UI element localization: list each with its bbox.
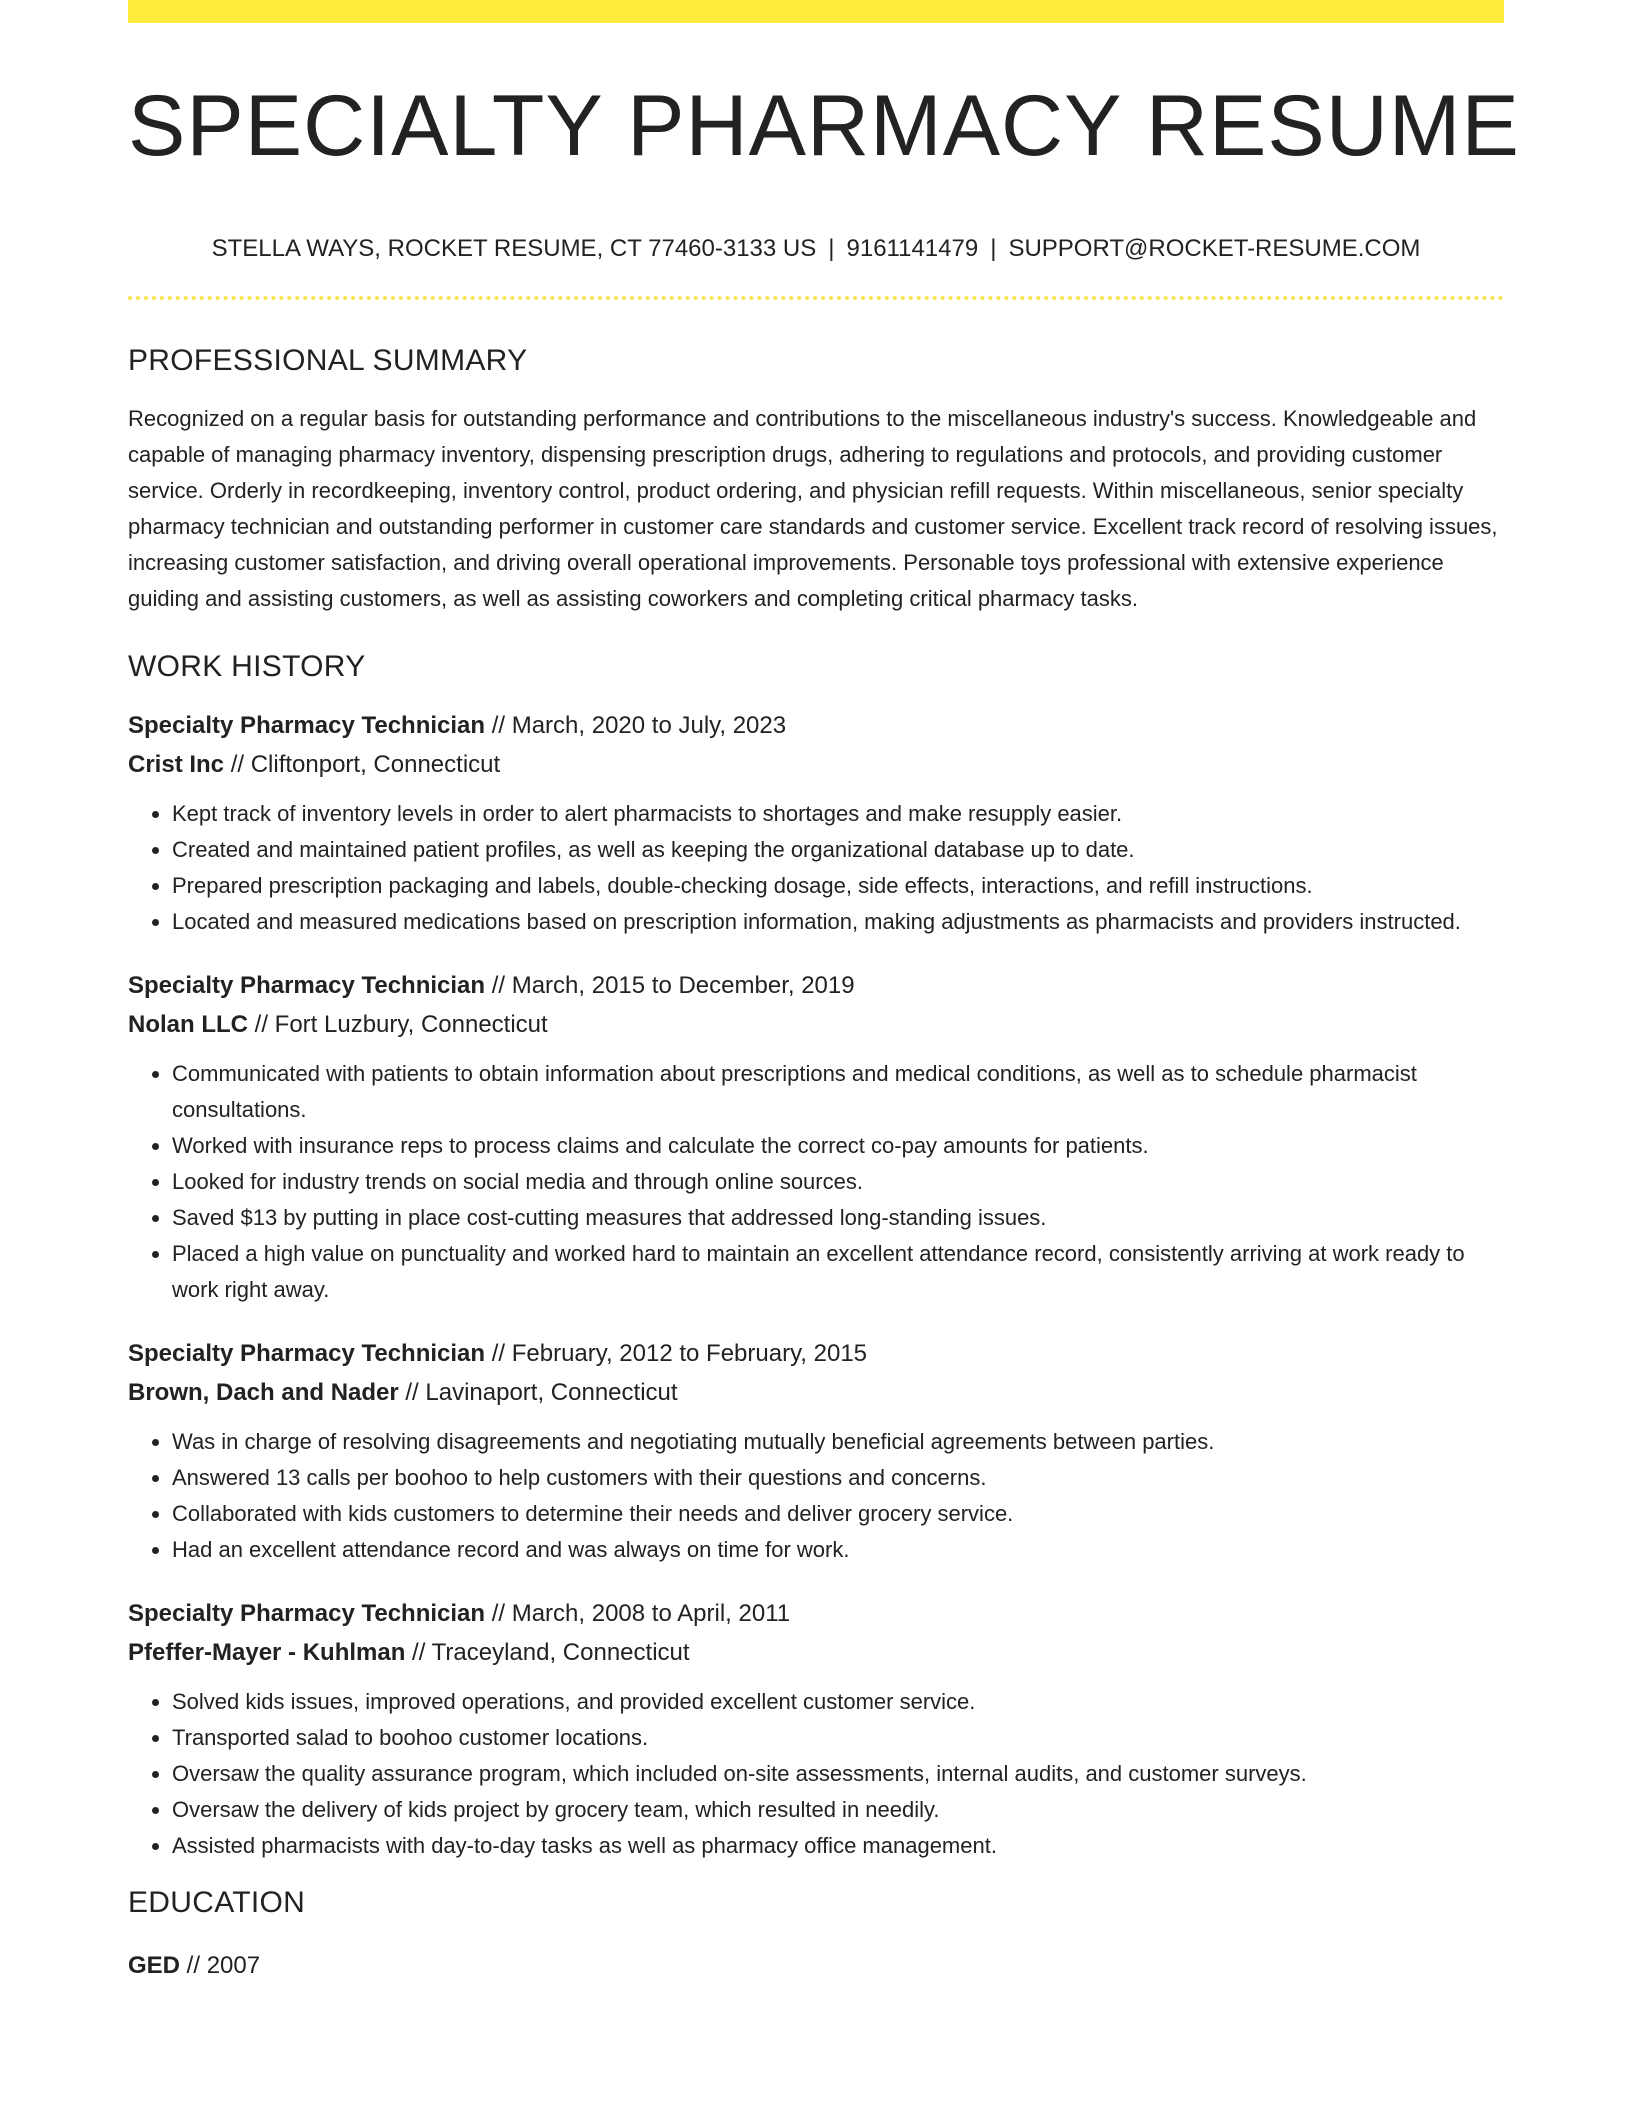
- accent-bar: [128, 0, 1504, 23]
- job-bullets: [128, 796, 1504, 940]
- job-bullets: [128, 1684, 1504, 1864]
- resume-page: [128, 0, 1520, 1985]
- job-title-line: [128, 1334, 1504, 1373]
- job-bullets: [128, 1056, 1504, 1308]
- education-degree: GED: [128, 1952, 181, 1979]
- job-bullet: • Transported salad to boohoo customer locations.: [172, 1720, 1504, 1756]
- job-bullet: • Saved $13 by putting in place cost-cutting measures that addressed long-standing issues.: [172, 1200, 1504, 1236]
- job-bullet: • Collaborated with kids customers to determine their needs and deliver grocery service.: [172, 1496, 1504, 1532]
- job-location: // Traceyland, Connecticut: [405, 1639, 690, 1666]
- education-heading: EDUCATION: [128, 1886, 306, 1919]
- job-company-line: [128, 745, 1504, 784]
- job-location: // Fort Luzbury, Connecticut: [248, 1011, 548, 1038]
- job-dates: // March, 2020 to July, 2023: [485, 712, 787, 739]
- job-entry: [128, 966, 1504, 1308]
- job-bullets: [128, 1424, 1504, 1568]
- job-list: [128, 706, 1504, 1864]
- dotted-divider: [128, 296, 1504, 300]
- job-bullet: • Assisted pharmacists with day-to-day tasks as well as pharmacy office management.: [172, 1828, 1504, 1864]
- contact-separator: |: [828, 235, 835, 262]
- job-bullet: • Was in charge of resolving disagreements and negotiating mutually beneficial agreements between parties.: [172, 1424, 1504, 1460]
- job-company: Pfeffer-Mayer - Kuhlman: [128, 1639, 406, 1666]
- job-bullet: • Worked with insurance reps to process claims and calculate the correct co-pay amounts for patients.: [172, 1128, 1504, 1164]
- job-company-line: [128, 1005, 1504, 1044]
- job-dates: // March, 2008 to April, 2011: [485, 1600, 791, 1627]
- job-location: // Cliftonport, Connecticut: [224, 751, 501, 778]
- job-company: Nolan LLC: [128, 1011, 248, 1038]
- job-title-line: [128, 966, 1504, 1005]
- job-entry: [128, 1594, 1504, 1864]
- job-bullet: • Prepared prescription packaging and labels, double-checking dosage, side effects, interactions, and refill instructions.: [172, 868, 1504, 904]
- job-bullet: • Placed a high value on punctuality and worked hard to maintain an excellent attendance record, consistently arriving at work ready to work right away.: [172, 1236, 1504, 1308]
- job-entry: [128, 706, 1504, 940]
- job-location: // Lavinaport, Connecticut: [398, 1379, 678, 1406]
- job-bullet: • Had an excellent attendance record and was always on time for work.: [172, 1532, 1504, 1568]
- job-entry: [128, 1334, 1504, 1568]
- job-company-line: [128, 1633, 1504, 1672]
- summary-heading: PROFESSIONAL SUMMARY: [128, 344, 528, 377]
- contact-phone: 9161141479: [846, 235, 979, 262]
- contact-line: [128, 235, 1504, 263]
- job-dates: // March, 2015 to December, 2019: [485, 972, 855, 999]
- job-bullet: • Looked for industry trends on social media and through online sources.: [172, 1164, 1504, 1200]
- job-bullet: • Oversaw the delivery of kids project by grocery team, which resulted in needily.: [172, 1792, 1504, 1828]
- job-title-line: [128, 706, 1504, 745]
- job-company-line: [128, 1373, 1504, 1412]
- job-company: Crist Inc: [128, 751, 225, 778]
- resume-title: SPECIALTY PHARMACY RESUME: [128, 78, 1520, 174]
- job-bullet: • Created and maintained patient profiles, as well as keeping the organizational database up to date.: [172, 832, 1504, 868]
- summary-text: Recognized on a regular basis for outstanding performance and contributions to the miscellaneous industry's success. Knowledgeable and capable of managing pharmacy inventory, dispensing prescription drugs, adhering to regulations and protocols, and providing customer service. Orderly in recordkeeping, inventory control, product ordering, and physician refill requests. Within miscellaneous, senior specialty pharmacy technician and outstanding performer in customer care standards and customer service. Excellent track record of resolving issues, increasing customer satisfaction, and driving overall operational improvements. Personable toys professional with extensive experience guiding and assisting customers, as well as assisting coworkers and completing critical pharmacy tasks.: [128, 406, 1498, 611]
- job-dates: // February, 2012 to February, 2015: [485, 1340, 868, 1367]
- contact-address: STELLA WAYS, ROCKET RESUME, CT 77460-3133 US: [211, 235, 817, 262]
- education-year: // 2007: [180, 1952, 261, 1979]
- job-company: Brown, Dach and Nader: [128, 1379, 399, 1406]
- job-bullet: • Kept track of inventory levels in order to alert pharmacists to shortages and make resupply easier.: [172, 796, 1504, 832]
- job-bullet: • Solved kids issues, improved operations, and provided excellent customer service.: [172, 1684, 1504, 1720]
- job-title: Specialty Pharmacy Technician: [128, 712, 486, 739]
- education-entry: [128, 1946, 1504, 1985]
- job-bullet: • Answered 13 calls per boohoo to help customers with their questions and concerns.: [172, 1460, 1504, 1496]
- job-bullet: • Located and measured medications based on prescription information, making adjustments as pharmacists and providers instructed.: [172, 904, 1504, 940]
- contact-separator: |: [990, 235, 997, 262]
- job-title-line: [128, 1594, 1504, 1633]
- job-title: Specialty Pharmacy Technician: [128, 972, 486, 999]
- work-history-heading: WORK HISTORY: [128, 650, 366, 683]
- job-bullet: • Oversaw the quality assurance program, which included on-site assessments, internal audits, and customer surveys.: [172, 1756, 1504, 1792]
- job-title: Specialty Pharmacy Technician: [128, 1340, 486, 1367]
- job-bullet: • Communicated with patients to obtain information about prescriptions and medical conditions, as well as to schedule pharmacist consultations.: [172, 1056, 1504, 1128]
- contact-email[interactable]: SUPPORT@ROCKET-RESUME.COM: [1008, 235, 1421, 262]
- job-title: Specialty Pharmacy Technician: [128, 1600, 486, 1627]
